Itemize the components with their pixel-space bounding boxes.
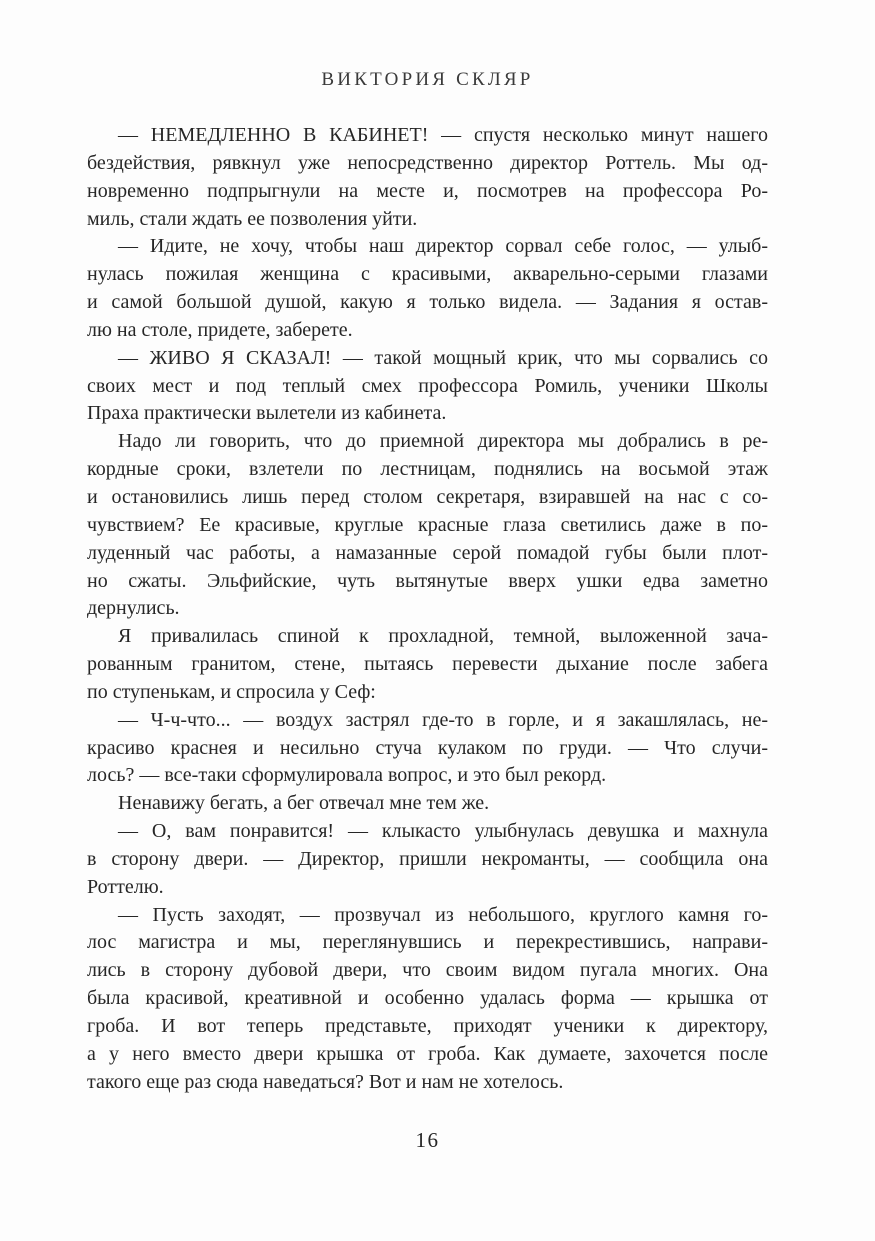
text-line: по ступенькам, и спросила у Сеф: [87, 680, 376, 703]
text-line: бездействия, рявкнул уже непосредственно директор Роттель. Мы од- [87, 151, 768, 174]
text-line: Роттелю. [87, 875, 164, 898]
paragraph [87, 902, 768, 1097]
text-line: чувствием? Ее красивые, круглые красные глаза светились даже в по- [87, 513, 768, 536]
paragraph [87, 707, 768, 791]
text-line: но сжаты. Эльфийские, чуть вытянутые вверх ушки едва заметно [87, 569, 768, 592]
text-line: луденный час работы, а намазанные серой помадой губы были плот- [87, 541, 768, 564]
text-line: была красивой, креативной и особенно удалась форма — крышка от [87, 987, 768, 1010]
text-line: Я привалилась спиной к прохладной, темной, выложенной зача- [118, 625, 768, 648]
text-line: Ненавижу бегать, а бег отвечал мне тем же. [118, 792, 490, 815]
text-line: дернулись. [87, 597, 180, 620]
text-line: лю на столе, придете, заберете. [87, 318, 353, 341]
text-line: нулась пожилая женщина с красивыми, акварельно-серыми глазами [87, 263, 768, 286]
text-line: лись в сторону дубовой двери, что своим видом пугала многих. Она [87, 959, 768, 982]
running-header-author: ВИКТОРИЯ СКЛЯР [321, 69, 534, 90]
text-line: и остановились лишь перед столом секретаря, взиравшей на нас с со- [87, 485, 768, 508]
text-line: Надо ли говорить, что до приемной директора мы добрались в ре- [118, 430, 768, 453]
text-line: миль, стали ждать ее позволения уйти. [87, 207, 418, 230]
text-line: — НЕМЕДЛЕННО В КАБИНЕТ! — спустя несколько минут нашего [118, 124, 768, 146]
text-line: — ЖИВО Я СКАЗАЛ! — такой мощный крик, что мы сорвались со [118, 346, 768, 369]
paragraph [87, 233, 768, 344]
text-line: лос магистра и мы, переглянувшись и перекрестившись, направи- [87, 931, 768, 954]
body-text [87, 122, 768, 1097]
text-line: — Пусть заходят, — прозвучал из небольшого, круглого камня го- [118, 903, 768, 926]
text-line: такого еще раз сюда наведаться? Вот и нам не хотелось. [87, 1070, 564, 1093]
text-line: новременно подпрыгнули на месте и, посмотрев на профессора Ро- [87, 179, 768, 202]
paragraph [87, 623, 768, 707]
paragraph [87, 122, 768, 233]
text-line: своих мест и под теплый смех профессора Ромиль, ученики Школы [87, 374, 768, 397]
paragraph [87, 428, 768, 623]
paragraph [87, 790, 768, 818]
text-line: рованным гранитом, стене, пытаясь перевести дыхание после забега [87, 653, 768, 676]
text-line: лось? — все-таки сформулировала вопрос, и это был рекорд. [87, 764, 607, 787]
paragraph [87, 818, 768, 902]
text-line: — Идите, не хочу, чтобы наш директор сорвал себе голос, — улыб- [118, 235, 768, 258]
text-line: Праха практически вылетели из кабинета. [87, 402, 447, 425]
text-line: а у него вместо двери крышка от гроба. Как думаете, захочется после [87, 1042, 768, 1065]
text-line: в сторону двери. — Директор, пришли некроманты, — сообщила она [87, 847, 768, 870]
text-line: — Ч-ч-что... — воздух застрял где-то в горле, и я закашлялась, не- [118, 708, 768, 731]
paragraph [87, 345, 768, 429]
page-number: 16 [415, 1128, 440, 1152]
text-line: и самой большой душой, какую я только видела. — Задания я остав- [87, 291, 768, 314]
text-line: гроба. И вот теперь представьте, приходят ученики к директору, [87, 1015, 768, 1037]
text-line: красиво краснея и несильно стуча кулаком по груди. — Что случи- [87, 736, 768, 759]
text-line: кордные сроки, взлетели по лестницам, поднялись на восьмой этаж [87, 458, 768, 481]
text-line: — О, вам понравится! — клыкасто улыбнулась девушка и махнула [118, 820, 768, 843]
